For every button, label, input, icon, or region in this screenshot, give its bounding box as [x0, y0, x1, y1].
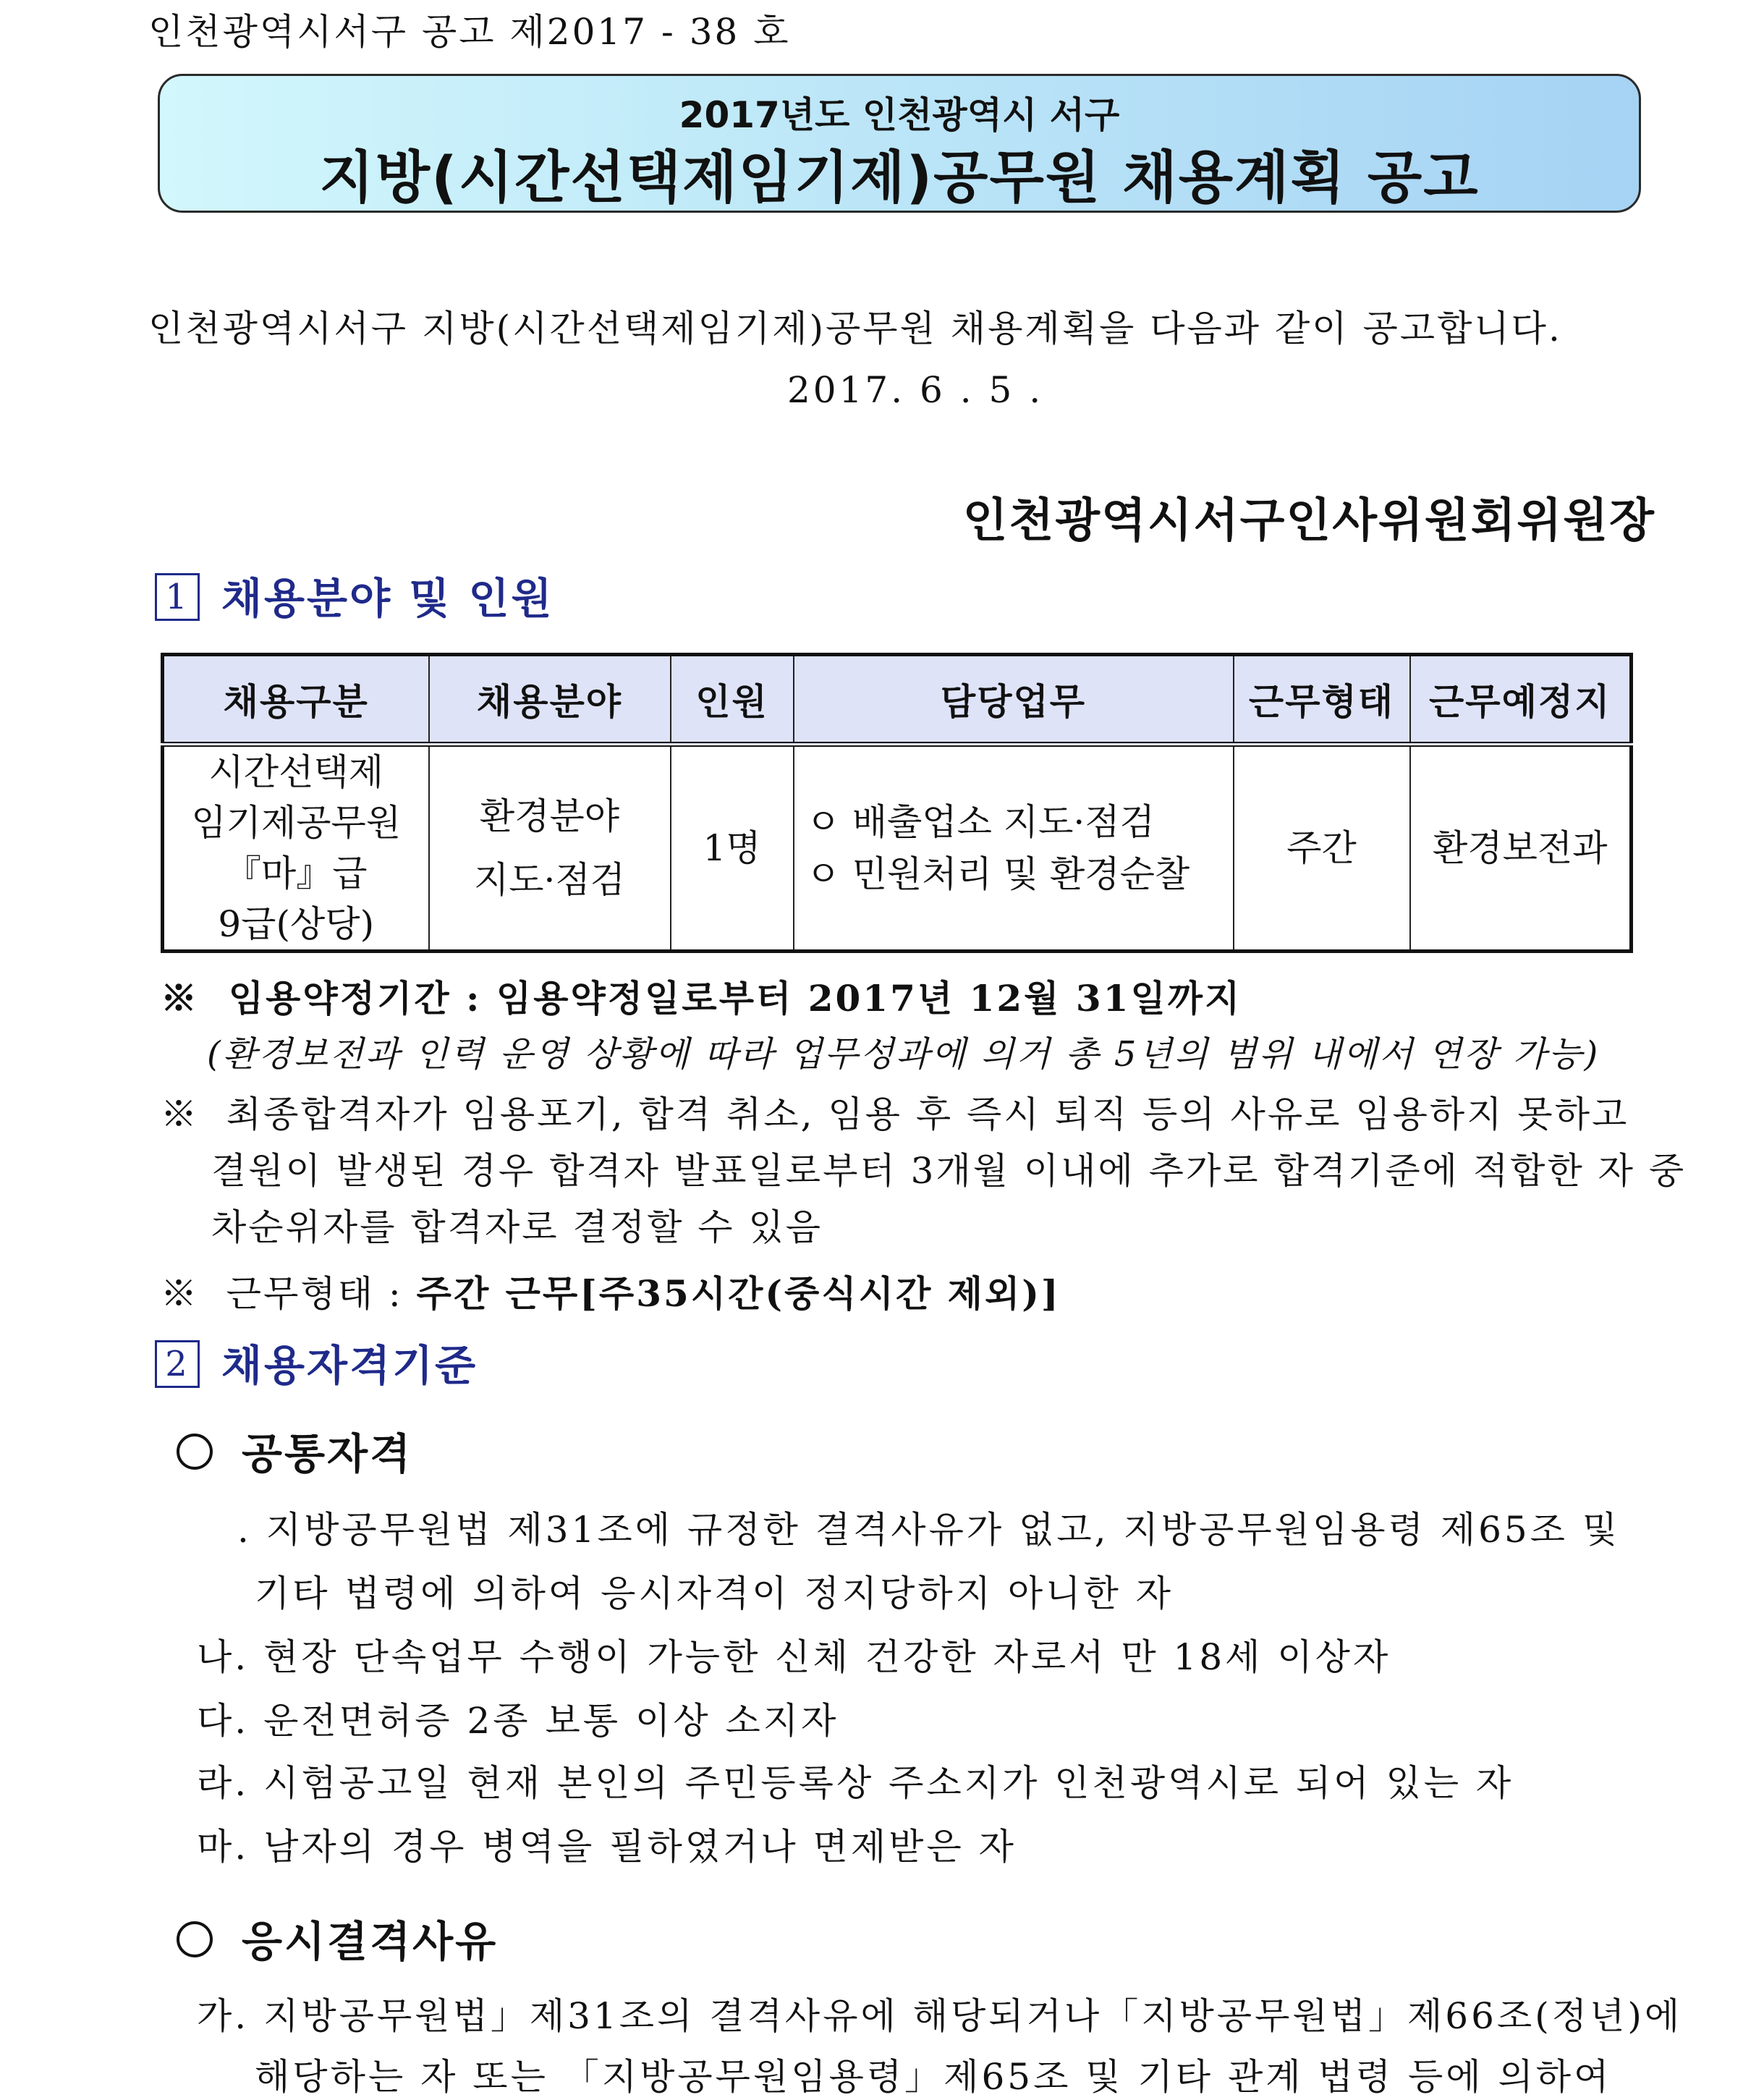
list-item: 마. 남자의 경우 병역을 필하였거나 면제받은 자	[197, 1826, 1017, 1868]
intro-text: 인천광역시서구 지방(시간선택제임기제)공무원 채용계획을 다음과 같이 공고합니다.	[148, 308, 1562, 350]
signer: 인천광역시서구인사위원회위원장	[962, 494, 1655, 548]
note-mark: ※	[161, 977, 199, 1020]
table-row	[163, 745, 1632, 952]
section-title: 채용자격기준	[221, 1341, 478, 1390]
circle-bullet-icon	[177, 1434, 213, 1470]
cell-line: 『마』급	[224, 852, 368, 894]
note-text: 최종합격자가 임용포기, 합격 취소, 임용 후 즉시 퇴직 등의 사유로 임용하지 못하고	[226, 1093, 1629, 1135]
cell-line: 임기제공무원	[191, 802, 402, 844]
page-title: 지방(시간선택제임기제)공무원 채용계획 공고	[319, 145, 1480, 211]
column-header: 채용분야	[429, 655, 671, 745]
note-additional-pass	[161, 1085, 1629, 1138]
notice-number: 인천광역시서구 공고 제2017 - 38 호	[148, 11, 791, 53]
circle-bullet-icon	[177, 1921, 213, 1957]
section-title: 채용분야 및 인원	[221, 574, 554, 623]
section-number-box: 2	[155, 1340, 200, 1388]
subsection-common-heading	[177, 1420, 412, 1481]
column-header: 담당업무	[794, 655, 1234, 745]
subsection-title: 공통자격	[242, 1429, 413, 1478]
cell-line: ㅇ 배출업소 지도·점검	[805, 801, 1155, 843]
list-item: 가. 지방공무원법」제31조의 결격사유에 해당되거나「지방공무원법」제66조(정년)에	[197, 1995, 1683, 2037]
cell-location: 환경보전과	[1410, 745, 1632, 952]
column-header: 인원	[671, 655, 794, 745]
note-mark: ※	[161, 1273, 199, 1315]
list-item: . 지방공무원법 제31조에 규정한 결격사유가 없고, 지방공무원임용령 제65조 및	[237, 1509, 1621, 1551]
list-item-continuation: 해당하는 자 또는 「지방공무원임용령」제65조 및 기타 관계 법령 등에 의하여	[255, 2056, 1612, 2098]
section-2-heading	[155, 1331, 478, 1392]
note-appointment-period	[161, 970, 1242, 1022]
list-item-continuation: 기타 법령에 의하여 응시자격이 정지당하지 아니한 자	[255, 1572, 1174, 1614]
note-line: 차순위자를 합격자로 결정할 수 있음	[211, 1206, 823, 1248]
notice-date: 2017. 6 . 5 .	[787, 369, 1044, 411]
section-number-box: 1	[155, 573, 200, 621]
list-item: 나. 현장 단속업무 수행이 가능한 신체 건강한 자로서 만 18세 이상자	[197, 1636, 1391, 1678]
cell-work-type: 주간	[1234, 745, 1410, 952]
cell-line: 9급(상당)	[218, 903, 375, 945]
subsection-disqualify-heading	[177, 1908, 498, 1968]
note-line: 결원이 발생된 경우 합격자 발표일로부터 3개월 이내에 추가로 합격기준에 적합한 자 중	[211, 1150, 1687, 1192]
table-header-row	[163, 655, 1632, 745]
cell-duty	[794, 745, 1234, 952]
section-1-heading	[155, 564, 554, 625]
list-item: 라. 시험공고일 현재 본인의 주민등록상 주소지가 인천광역시로 되어 있는 자	[197, 1762, 1514, 1804]
cell-field	[429, 745, 671, 952]
cell-headcount: 1명	[671, 745, 794, 952]
cell-line: 지도·점검	[473, 859, 626, 901]
recruitment-table	[161, 653, 1633, 953]
subsection-title: 응시결격사유	[242, 1917, 499, 1966]
cell-line: ㅇ 민원처리 및 환경순찰	[805, 853, 1190, 895]
cell-line: 환경분야	[479, 795, 620, 837]
column-header: 근무형태	[1234, 655, 1410, 745]
note-extension: (환경보전과 인력 운영 상황에 따라 업무성과에 의거 총 5년의 범위 내에서 연장 가능)	[207, 1034, 1600, 1075]
title-subtitle: 2017년도 인천광역시 서구	[679, 94, 1120, 136]
title-banner	[158, 74, 1641, 213]
note-text: 임용약정기간 : 임용약정일로부터 2017년 12월 31일까지	[228, 977, 1242, 1020]
note-value: 주간 근무[주35시간(중식시간 제외)]	[416, 1272, 1061, 1315]
list-item: 다. 운전면허증 2종 보통 이상 소지자	[197, 1700, 839, 1742]
column-header: 근무예정지	[1410, 655, 1632, 745]
note-work-type	[161, 1265, 1061, 1317]
column-header: 채용구분	[163, 655, 429, 745]
cell-type	[163, 745, 429, 952]
note-text: 근무형태 :	[226, 1273, 403, 1315]
note-mark: ※	[161, 1093, 199, 1135]
cell-line: 시간선택제	[208, 751, 383, 793]
